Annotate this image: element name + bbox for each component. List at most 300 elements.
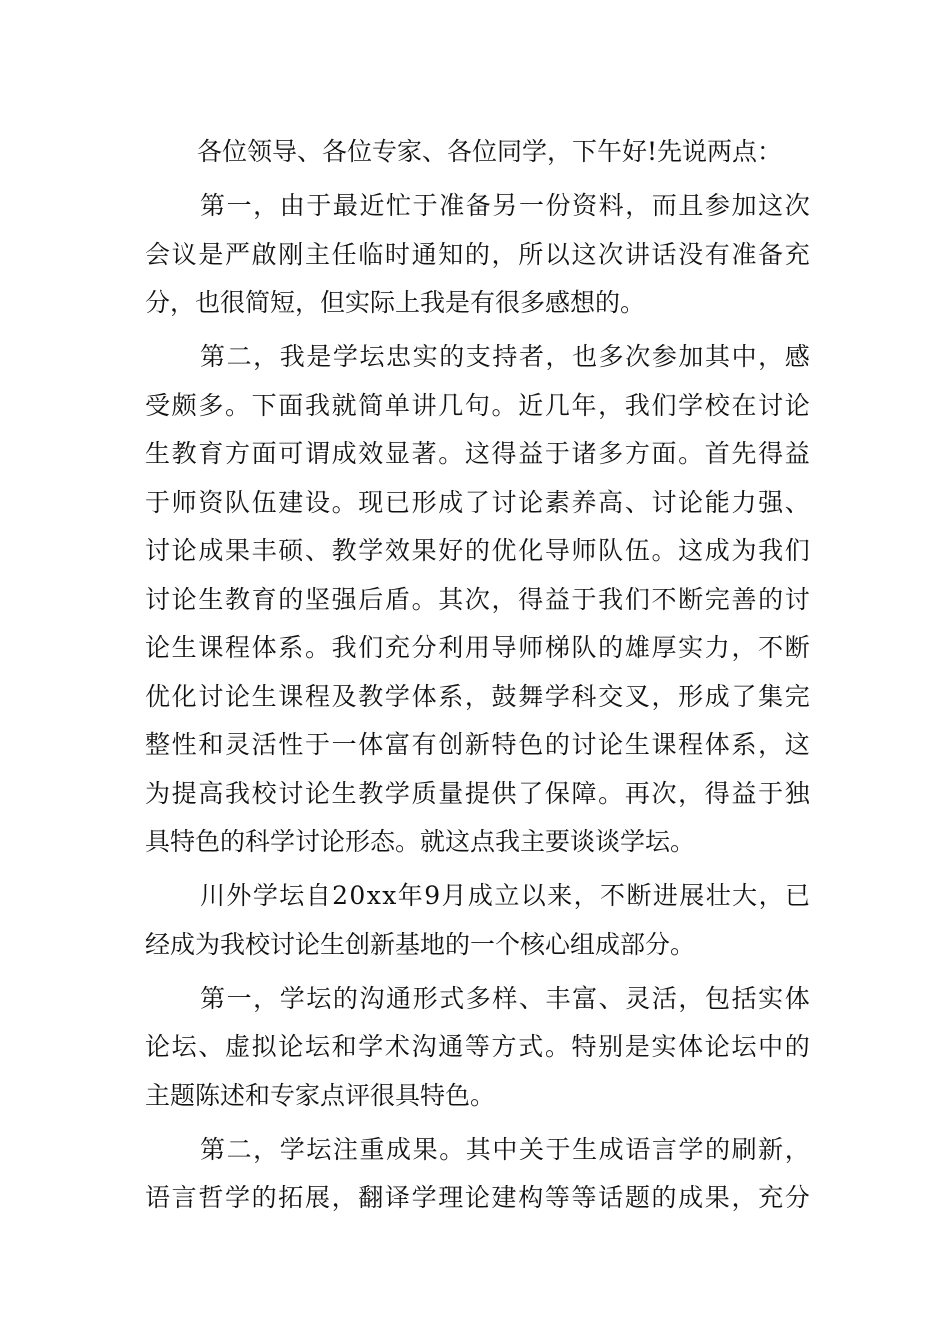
glyph: 参 <box>651 342 677 371</box>
glyph: 伍 <box>251 487 277 517</box>
glyph: 。 <box>491 390 517 420</box>
glyph: 展 <box>679 881 705 910</box>
glyph: 益 <box>731 778 757 808</box>
glyph: 近 <box>518 390 544 420</box>
glyph: 益 <box>518 439 544 468</box>
glyph: 学 <box>358 1032 384 1061</box>
glyph: 括 <box>731 983 757 1013</box>
glyph: 生 <box>624 730 650 759</box>
glyph: 体 <box>678 1032 704 1061</box>
glyph: ， <box>545 342 571 371</box>
glyph: ， <box>758 342 784 371</box>
glyph: ， <box>598 390 624 420</box>
glyph: 已 <box>784 881 810 910</box>
glyph: 次 <box>598 239 624 269</box>
glyph: 有 <box>411 730 437 759</box>
glyph: 我 <box>598 584 624 614</box>
glyph: 言 <box>171 1183 197 1212</box>
glyph: 盾 <box>384 584 410 614</box>
glyph: 知 <box>438 239 464 269</box>
glyph: 多 <box>598 342 624 371</box>
glyph: 果 <box>411 536 437 565</box>
glyph: 等 <box>571 1183 597 1212</box>
glyph: 断 <box>626 881 652 910</box>
glyph: 面 <box>651 439 677 468</box>
glyph: 。 <box>224 390 250 420</box>
glyph: 得 <box>518 584 544 614</box>
glyph: 力 <box>704 633 730 662</box>
paragraph-4-line-1 <box>145 975 810 1024</box>
glyph: 实 <box>651 1032 677 1061</box>
glyph: 而 <box>651 191 677 220</box>
glyph: 构 <box>518 1183 544 1212</box>
glyph: 讨 <box>758 390 784 420</box>
glyph: 化 <box>171 681 197 711</box>
glyph: 句 <box>464 390 490 420</box>
paragraph-2-line-7 <box>145 624 810 673</box>
glyph: 师 <box>518 633 544 662</box>
glyph: 得 <box>758 439 784 468</box>
glyph: 、 <box>198 1032 224 1061</box>
glyph: 形 <box>678 681 704 711</box>
paragraph-2-line-3 <box>145 430 810 479</box>
glyph: 优 <box>491 536 517 565</box>
glyph: 首 <box>704 439 730 468</box>
greeting-line <box>145 128 810 177</box>
glyph: 坛 <box>306 983 332 1013</box>
glyph: 的 <box>598 633 624 662</box>
glyph: 素 <box>544 487 570 517</box>
paragraph-1-line-2 <box>145 231 810 280</box>
paragraph-2-line-10 <box>145 770 810 819</box>
glyph: 我 <box>279 342 305 371</box>
glyph: 科 <box>571 681 597 711</box>
glyph: 方 <box>624 439 650 468</box>
glyph: 利 <box>438 633 464 662</box>
glyph: 充 <box>758 1183 784 1212</box>
glyph: 和 <box>331 1032 357 1061</box>
glyph: 及 <box>331 681 357 711</box>
glyph: 们 <box>651 390 677 420</box>
glyph: 建 <box>278 487 304 517</box>
glyph: 教 <box>171 439 197 468</box>
glyph: 一 <box>331 730 357 759</box>
glyph: 包 <box>704 983 730 1013</box>
glyph: 丰 <box>545 983 571 1013</box>
glyph: 生 <box>331 778 357 808</box>
glyph: 学 <box>279 983 305 1013</box>
glyph: 体 <box>784 983 810 1013</box>
glyph: 成 <box>704 681 730 711</box>
glyph: 资 <box>198 487 224 517</box>
paragraph-2-line-8 <box>145 673 810 722</box>
glyph: 们 <box>624 584 650 614</box>
glyph: 质 <box>411 778 437 808</box>
glyph: 的 <box>251 1183 277 1212</box>
glyph: 于 <box>145 487 171 517</box>
glyph: 校 <box>704 390 730 420</box>
glyph: 们 <box>358 633 384 662</box>
glyph: 益 <box>544 584 570 614</box>
glyph: 厚 <box>651 633 677 662</box>
glyph: 讨 <box>145 536 171 565</box>
glyph: 程 <box>678 730 704 759</box>
glyph: 一 <box>226 983 252 1013</box>
glyph: 成 <box>198 536 224 565</box>
glyph: 虚 <box>224 1032 250 1061</box>
glyph: 队 <box>224 487 250 517</box>
glyph: 课 <box>651 730 677 759</box>
glyph: 论 <box>598 730 624 759</box>
glyph: 和 <box>198 730 224 759</box>
paragraph-3-line-1 <box>145 872 810 921</box>
glyph: 硕 <box>278 536 304 565</box>
glyph: 语 <box>145 1183 171 1212</box>
glyph: 由 <box>279 191 305 220</box>
glyph: 论 <box>171 536 197 565</box>
glyph: 理 <box>438 1183 464 1212</box>
glyph: 论 <box>278 1032 304 1061</box>
glyph: 整 <box>145 730 171 759</box>
glyph: 月 <box>441 881 467 910</box>
glyph: 的 <box>278 584 304 614</box>
glyph: 时 <box>384 239 410 269</box>
paragraph-2-line-9 <box>145 721 810 770</box>
glyph: ， <box>731 1183 757 1212</box>
glyph: 独 <box>784 778 810 808</box>
glyph: 讨 <box>651 487 677 517</box>
glyph: 梯 <box>544 633 570 662</box>
glyph: 。 <box>304 633 330 662</box>
glyph: 提 <box>171 778 197 808</box>
glyph: 性 <box>171 730 197 759</box>
line-text: 分，也很简短，但实际上我是有很多感想的。 <box>145 288 646 317</box>
glyph: 加 <box>731 191 757 220</box>
paragraph-5-line-2 <box>145 1174 810 1223</box>
glyph: 形 <box>412 983 438 1013</box>
glyph: 翻 <box>358 1183 384 1212</box>
glyph: 建 <box>491 1183 517 1212</box>
line-text: 具特色的科学讨论形态。就这点我主要谈谈学坛。 <box>145 827 696 856</box>
glyph: 料 <box>598 191 624 220</box>
glyph: 我 <box>624 390 650 420</box>
glyph: 以 <box>520 881 546 910</box>
glyph: 。 <box>598 778 624 808</box>
glyph: 坛 <box>279 881 305 910</box>
glyph: 我 <box>304 390 330 420</box>
glyph: 高 <box>198 778 224 808</box>
glyph: 强 <box>331 584 357 614</box>
glyph: 成 <box>598 1134 624 1164</box>
glyph: 通 <box>411 239 437 269</box>
glyph: 完 <box>784 681 810 711</box>
glyph: 、 <box>304 536 330 565</box>
glyph: 等 <box>544 1183 570 1212</box>
glyph: 也 <box>572 342 598 371</box>
glyph: 分 <box>784 1183 810 1212</box>
glyph: 。 <box>651 536 677 565</box>
glyph: 刷 <box>731 1134 757 1164</box>
glyph: 论 <box>518 487 544 517</box>
glyph: 了 <box>518 778 544 808</box>
glyph: 断 <box>678 584 704 614</box>
glyph: 次 <box>625 342 651 371</box>
document-body <box>145 128 810 1223</box>
glyph: 丰 <box>251 536 277 565</box>
glyph: 是 <box>624 1032 650 1061</box>
glyph: 论 <box>304 778 330 808</box>
glyph: 第 <box>200 191 226 220</box>
glyph: 近 <box>359 191 385 220</box>
glyph: 保 <box>544 778 570 808</box>
glyph: 备 <box>758 239 784 269</box>
glyph: 忙 <box>386 191 412 220</box>
glyph: 的 <box>651 1183 677 1212</box>
glyph: 学 <box>411 1183 437 1212</box>
glyph: 活 <box>651 983 677 1013</box>
glyph: 方 <box>224 439 250 468</box>
glyph: 成 <box>678 1183 704 1212</box>
glyph: 备 <box>465 191 491 220</box>
glyph: 来 <box>547 881 573 910</box>
glyph: 课 <box>278 681 304 711</box>
glyph: 、 <box>624 487 650 517</box>
glyph: 译 <box>384 1183 410 1212</box>
glyph: 拓 <box>278 1183 304 1212</box>
glyph: 9 <box>424 881 441 910</box>
glyph: 论 <box>678 487 704 517</box>
glyph: 著 <box>411 439 437 468</box>
glyph: 学 <box>358 536 384 565</box>
glyph: 坛 <box>171 1032 197 1061</box>
glyph: 啟 <box>251 239 277 269</box>
glyph: 成 <box>438 487 464 517</box>
glyph: 伍 <box>624 536 650 565</box>
glyph: 程 <box>224 633 250 662</box>
glyph: 集 <box>758 681 784 711</box>
glyph: 诸 <box>571 439 597 468</box>
glyph: 教 <box>358 778 384 808</box>
paragraph-1-line-3 <box>145 279 810 328</box>
glyph: 用 <box>464 633 490 662</box>
glyph: 高 <box>598 487 624 517</box>
glyph: ， <box>253 191 279 220</box>
glyph: 生 <box>198 584 224 614</box>
glyph: 的 <box>758 584 784 614</box>
line-text: 经成为我校讨论生创新基地的一个核心组成部分。 <box>145 929 696 959</box>
glyph: 话 <box>651 239 677 269</box>
glyph: 主 <box>304 239 330 269</box>
glyph: 得 <box>704 778 730 808</box>
glyph: 第 <box>200 1134 226 1164</box>
glyph: 多 <box>465 983 491 1013</box>
glyph: 感 <box>784 342 810 371</box>
glyph: ， <box>678 778 704 808</box>
glyph: 学 <box>678 390 704 420</box>
glyph: 0 <box>349 881 366 910</box>
glyph: 为 <box>145 778 171 808</box>
paragraph-2-line-6 <box>145 576 810 625</box>
glyph: 论 <box>171 584 197 614</box>
glyph: 于 <box>758 778 784 808</box>
glyph: 、 <box>518 983 544 1013</box>
glyph: 于 <box>545 1134 571 1164</box>
glyph: 断 <box>784 633 810 662</box>
glyph: 论 <box>145 1032 171 1061</box>
glyph: 得 <box>491 439 517 468</box>
glyph: ， <box>731 633 757 662</box>
glyph: 现 <box>358 487 384 517</box>
glyph: 沟 <box>359 983 385 1013</box>
glyph: 导 <box>544 536 570 565</box>
glyph: 教 <box>224 584 250 614</box>
glyph: 生 <box>251 681 277 711</box>
glyph: 学 <box>279 1134 305 1164</box>
glyph: 。 <box>438 439 464 468</box>
glyph: 导 <box>491 633 517 662</box>
glyph: 师 <box>171 487 197 517</box>
glyph: 障 <box>571 778 597 808</box>
glyph: 没 <box>678 239 704 269</box>
glyph: 这 <box>758 191 784 220</box>
glyph: 再 <box>624 778 650 808</box>
paragraph-1-line-1 <box>145 182 810 231</box>
glyph: 资 <box>572 191 598 220</box>
glyph: 的 <box>704 1134 730 1164</box>
line-text: 各位领导、各位专家、各位同学，下午好!先说两点： <box>197 137 783 166</box>
glyph: 养 <box>571 487 597 517</box>
glyph: ， <box>491 584 517 614</box>
glyph: 关 <box>518 1134 544 1164</box>
glyph: 设 <box>304 487 330 517</box>
glyph: 式 <box>518 1032 544 1061</box>
glyph: 于 <box>412 191 438 220</box>
glyph: 程 <box>304 681 330 711</box>
glyph: 新 <box>464 730 490 759</box>
glyph: 性 <box>278 730 304 759</box>
glyph: 先 <box>731 439 757 468</box>
glyph: 等 <box>464 1032 490 1061</box>
glyph: 提 <box>464 778 490 808</box>
glyph: 展 <box>304 1183 330 1212</box>
glyph: 我 <box>758 536 784 565</box>
glyph: 成 <box>331 439 357 468</box>
glyph: 受 <box>145 390 171 420</box>
glyph: 了 <box>464 487 490 517</box>
glyph: 壮 <box>705 881 731 910</box>
glyph: 、 <box>784 487 810 517</box>
glyph: 系 <box>278 633 304 662</box>
glyph: 议 <box>171 239 197 269</box>
glyph: 。 <box>411 584 437 614</box>
paragraph-2-line-2 <box>145 382 810 431</box>
glyph: 刚 <box>278 239 304 269</box>
glyph: 中 <box>758 1032 784 1061</box>
glyph: 就 <box>331 390 357 420</box>
glyph: 。 <box>439 1134 465 1164</box>
glyph: 可 <box>278 439 304 468</box>
glyph: 拟 <box>251 1032 277 1061</box>
glyph: 的 <box>544 730 570 759</box>
glyph: 力 <box>731 487 757 517</box>
glyph: ， <box>678 983 704 1013</box>
glyph: 第 <box>200 983 226 1013</box>
glyph: 充 <box>784 239 810 269</box>
glyph: 。 <box>678 439 704 468</box>
glyph: ， <box>625 191 651 220</box>
glyph: 叉 <box>624 681 650 711</box>
glyph: 教 <box>331 536 357 565</box>
glyph: 年 <box>397 881 423 910</box>
glyph: 化 <box>518 536 544 565</box>
glyph: 通 <box>386 983 412 1013</box>
line-text: 主题陈述和专家点评很具特色。 <box>145 1080 496 1110</box>
glyph: 其 <box>704 342 730 371</box>
glyph: 大 <box>732 881 758 910</box>
glyph: 论 <box>704 1032 730 1061</box>
glyph: 富 <box>572 983 598 1013</box>
glyph: 的 <box>332 983 358 1013</box>
glyph: 二 <box>226 1134 252 1164</box>
glyph: 准 <box>731 239 757 269</box>
glyph: 课 <box>198 633 224 662</box>
glyph: 特 <box>491 730 517 759</box>
glyph: 者 <box>518 342 544 371</box>
glyph: 特 <box>571 1032 597 1061</box>
glyph: 系 <box>438 681 464 711</box>
glyph: 雄 <box>624 633 650 662</box>
glyph: 。 <box>331 487 357 517</box>
glyph: 的 <box>464 536 490 565</box>
glyph: 坚 <box>304 584 330 614</box>
glyph: 讨 <box>491 487 517 517</box>
glyph: 的 <box>439 342 465 371</box>
glyph: 持 <box>492 342 518 371</box>
glyph: 单 <box>384 390 410 420</box>
glyph: 哲 <box>198 1183 224 1212</box>
glyph: 以 <box>544 239 570 269</box>
glyph: ， <box>253 983 279 1013</box>
glyph: 论 <box>784 390 810 420</box>
glyph: 且 <box>678 191 704 220</box>
glyph: 实 <box>412 342 438 371</box>
glyph: 生 <box>145 439 171 468</box>
glyph: 形 <box>411 487 437 517</box>
glyph: 后 <box>358 584 384 614</box>
glyph: 次 <box>651 778 677 808</box>
glyph: 我 <box>331 633 357 662</box>
glyph: 活 <box>251 730 277 759</box>
glyph: 富 <box>384 730 410 759</box>
glyph: 不 <box>600 881 626 910</box>
glyph: 新 <box>758 1134 784 1164</box>
glyph: 面 <box>278 390 304 420</box>
glyph: 、 <box>598 983 624 1013</box>
glyph: 为 <box>731 536 757 565</box>
glyph: 其 <box>465 1134 491 1164</box>
glyph: 果 <box>412 1134 438 1164</box>
glyph: 果 <box>704 1183 730 1212</box>
glyph: ， <box>784 1134 810 1164</box>
glyph: 创 <box>438 730 464 759</box>
glyph: 于 <box>306 191 332 220</box>
glyph: 学 <box>252 881 278 910</box>
glyph: 实 <box>678 633 704 662</box>
glyph: 面 <box>251 439 277 468</box>
glyph: 次 <box>464 584 490 614</box>
glyph: 言 <box>651 1134 677 1164</box>
glyph: 别 <box>598 1032 624 1061</box>
